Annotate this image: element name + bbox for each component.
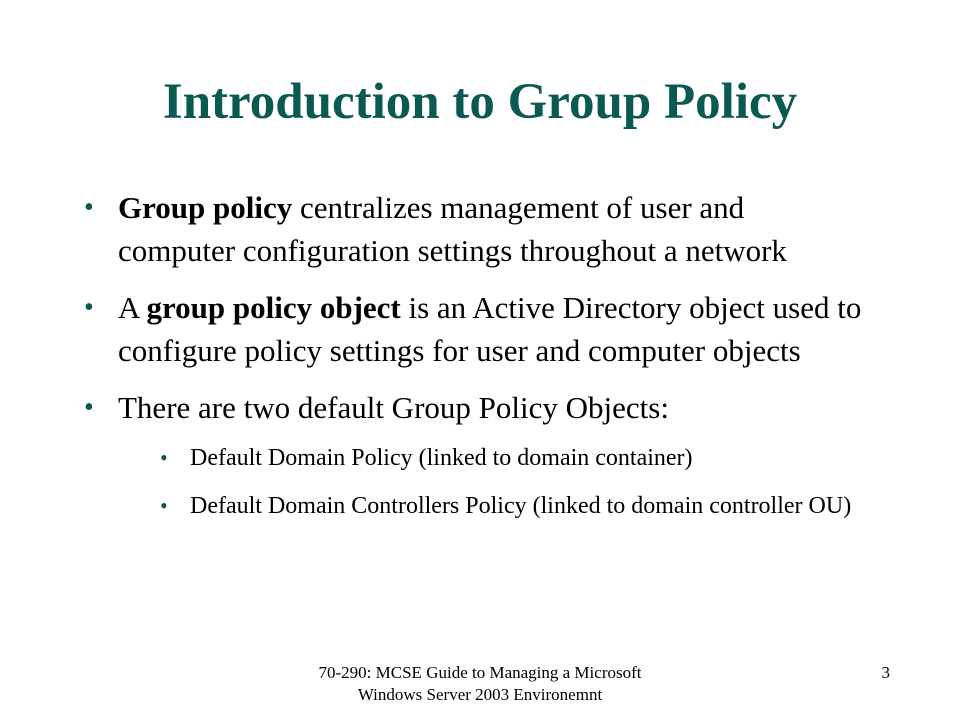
bullet-glyph: • bbox=[84, 192, 94, 223]
bullet-item bbox=[84, 386, 864, 524]
page-number: 3 bbox=[881, 663, 890, 682]
sub-bullet-glyph: • bbox=[160, 493, 168, 518]
bullet-prefix: A bbox=[118, 290, 147, 325]
bullet-text: is an Active Directory object used to configure policy settings for user and computer objects bbox=[118, 290, 862, 368]
sub-bullet-item bbox=[160, 440, 864, 476]
footer-line: Windows Server 2003 Environemnt bbox=[357, 685, 603, 704]
bullet-item bbox=[84, 186, 864, 272]
bullet-glyph: • bbox=[84, 392, 94, 423]
sub-bullet-list bbox=[118, 440, 864, 524]
footer-line: 70-290: MCSE Guide to Managing a Microsoft bbox=[318, 663, 642, 682]
slide-title: Introduction to Group Policy bbox=[162, 74, 798, 130]
bullet-text: There are two default Group Policy Objects: bbox=[118, 390, 669, 425]
bullet-item bbox=[84, 286, 864, 372]
bullet-term: Group policy bbox=[118, 190, 293, 225]
slide-footer bbox=[250, 662, 710, 706]
bullet-glyph: • bbox=[84, 292, 94, 323]
bullet-text: centralizes management of user and computer configuration settings throughout a network bbox=[118, 190, 787, 268]
sub-bullet-item bbox=[160, 488, 864, 524]
bullet-list bbox=[84, 186, 864, 538]
bullet-term: group policy object bbox=[146, 290, 401, 325]
sub-bullet-text: Default Domain Controllers Policy (linked to domain controller OU) bbox=[190, 493, 852, 519]
sub-bullet-text: Default Domain Policy (linked to domain container) bbox=[190, 445, 693, 471]
sub-bullet-glyph: • bbox=[160, 445, 168, 470]
